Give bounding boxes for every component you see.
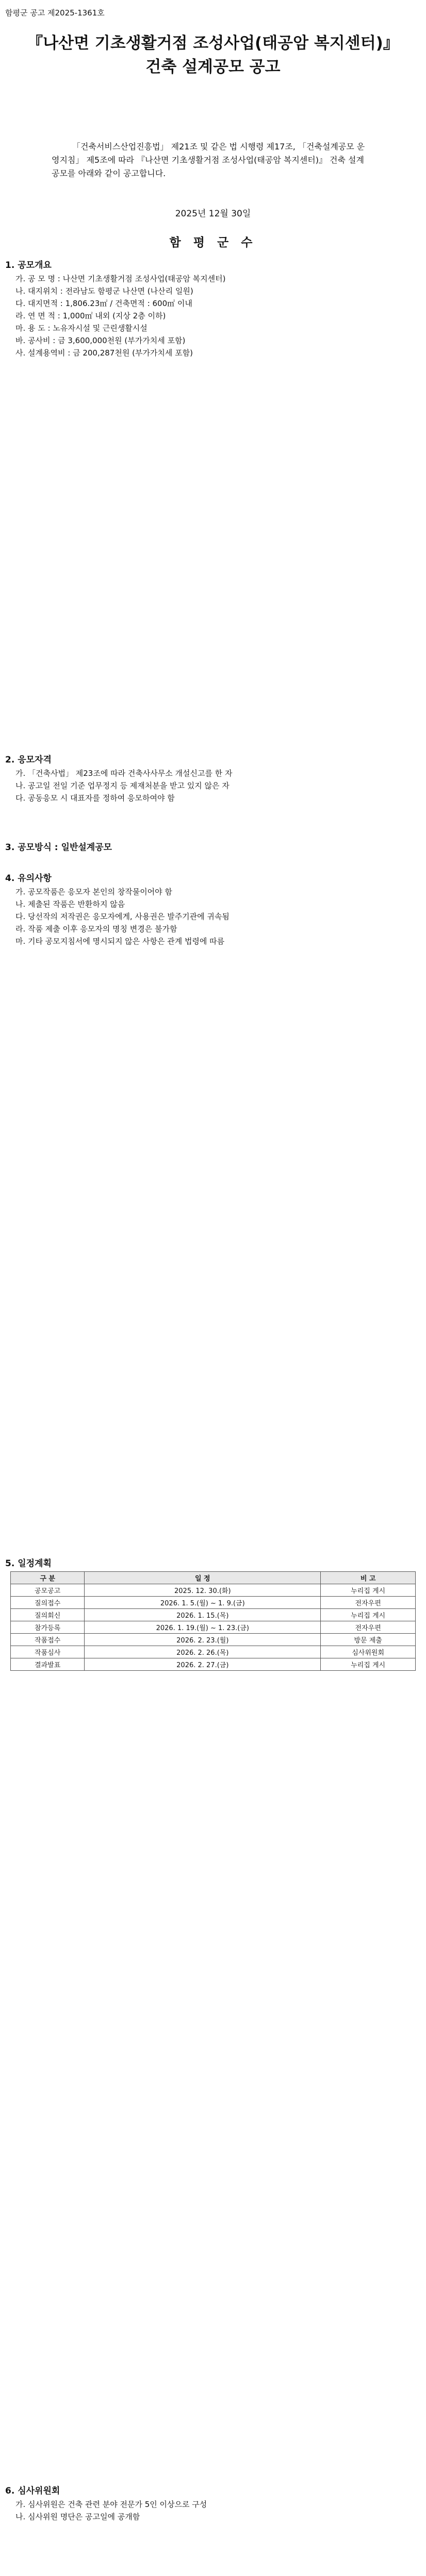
section-title-6: 6. 심사위원회 — [5, 2486, 60, 2496]
schedule-head: 구 분 — [11, 1572, 85, 1584]
s2-line: 가. 「건축사법」 제23조에 따라 건축사사무소 개설신고를 한 자 — [15, 769, 233, 778]
section-title-2: 2. 응모자격 — [5, 755, 52, 765]
page-title-line2: 건축 설계공모 공고 — [145, 58, 281, 76]
s4-line: 나. 제출된 작품은 반환하지 않음 — [15, 900, 125, 909]
table-row — [11, 1609, 416, 1621]
announce-date: 2025년 12월 30일 — [175, 209, 251, 219]
s6-line: 나. 심사위원 명단은 공고일에 공개함 — [15, 2512, 140, 2521]
schedule-table — [10, 1571, 416, 1671]
cell: 심사위원회 — [321, 1646, 416, 1658]
table-row — [11, 1658, 416, 1671]
s1-line: 가. 공 모 명 : 나산면 기초생활거점 조성사업(태공암 복지센터) — [15, 274, 226, 283]
s1-line: 마. 용 도 : 노유자시설 및 근린생활시설 — [15, 324, 148, 333]
s4-line: 라. 작품 제출 이후 응모자의 명칭 변경은 불가함 — [15, 924, 177, 934]
cell: 참가등록 — [11, 1621, 85, 1634]
section-title-1: 1. 공모개요 — [5, 260, 52, 270]
cell: 2026. 2. 27.(금) — [85, 1658, 321, 1671]
cell: 작품심사 — [11, 1646, 85, 1658]
cell: 결과발표 — [11, 1658, 85, 1671]
cell: 누리집 게시 — [321, 1584, 416, 1597]
table-row — [11, 1634, 416, 1646]
s4-line: 다. 당선작의 저작권은 응모자에게, 사용권은 발주기관에 귀속됨 — [15, 912, 230, 921]
cell: 공모공고 — [11, 1584, 85, 1597]
section-title-4: 4. 유의사항 — [5, 873, 52, 884]
s6-line: 가. 심사위원은 건축 관련 분야 전문가 5인 이상으로 구성 — [15, 2500, 207, 2509]
cell: 2026. 1. 19.(월) ~ 1. 23.(금) — [85, 1621, 321, 1634]
cell: 2026. 1. 15.(목) — [85, 1609, 321, 1621]
schedule-head: 일 정 — [85, 1572, 321, 1584]
cell: 2026. 2. 23.(월) — [85, 1634, 321, 1646]
schedule-head: 비 고 — [321, 1572, 416, 1584]
cell: 2026. 1. 5.(월) ~ 1. 9.(금) — [85, 1597, 321, 1609]
table-row — [11, 1584, 416, 1597]
cell: 2026. 2. 26.(목) — [85, 1646, 321, 1658]
cell: 질의접수 — [11, 1597, 85, 1609]
s1-line: 사. 설계용역비 : 금 200,287천원 (부가가치세 포함) — [15, 348, 193, 358]
table-row — [11, 1597, 416, 1609]
intro-text: 「건축서비스산업진흥법」 제21조 및 같은 법 시행령 제17조, 「건축설계공모 운영지침」 제5조에 따라 『나산면 기초생활거점 조성사업(태공암 복지센터)』 건축 설계공모를 아래와 같이 공고합니다. — [52, 142, 365, 178]
table-row — [11, 1621, 416, 1634]
cell: 방문 제출 — [321, 1634, 416, 1646]
cell: 전자우편 — [321, 1597, 416, 1609]
s4-line: 마. 기타 공모지침서에 명시되지 않은 사항은 관계 법령에 따름 — [15, 937, 225, 946]
cell: 누리집 게시 — [321, 1658, 416, 1671]
s4-line: 가. 공모작품은 응모자 본인의 창작물이어야 함 — [15, 887, 172, 896]
s2-line: 나. 공고일 전일 기준 업무정지 등 제재처분을 받고 있지 않은 자 — [15, 781, 230, 790]
s1-line: 라. 연 면 적 : 1,000㎡ 내외 (지상 2층 이하) — [15, 311, 166, 320]
section-title-5: 5. 일정계획 — [5, 1558, 52, 1569]
cell: 2025. 12. 30.(화) — [85, 1584, 321, 1597]
section-title-3: 3. 공모방식 : 일반설계공모 — [5, 842, 112, 853]
s1-line: 나. 대지위치 : 전라남도 함평군 나산면 (나산리 일원) — [15, 286, 193, 296]
s1-line: 다. 대지면적 : 1,806.23㎡ / 건축면적 : 600㎡ 이내 — [15, 299, 192, 308]
cell: 누리집 게시 — [321, 1609, 416, 1621]
cell: 작품접수 — [11, 1634, 85, 1646]
table-row — [11, 1646, 416, 1658]
issuer: 함 평 군 수 — [169, 236, 257, 249]
cell: 전자우편 — [321, 1621, 416, 1634]
page-title-line1: 『나산면 기초생활거점 조성사업(태공암 복지센터)』 — [27, 34, 399, 53]
s2-line: 다. 공동응모 시 대표자를 정하여 응모하여야 함 — [15, 793, 175, 803]
cell: 질의회신 — [11, 1609, 85, 1621]
announce-no: 함평군 공고 제2025-1361호 — [5, 8, 105, 18]
s1-line: 바. 공사비 : 금 3,600,000천원 (부가가치세 포함) — [15, 336, 186, 345]
